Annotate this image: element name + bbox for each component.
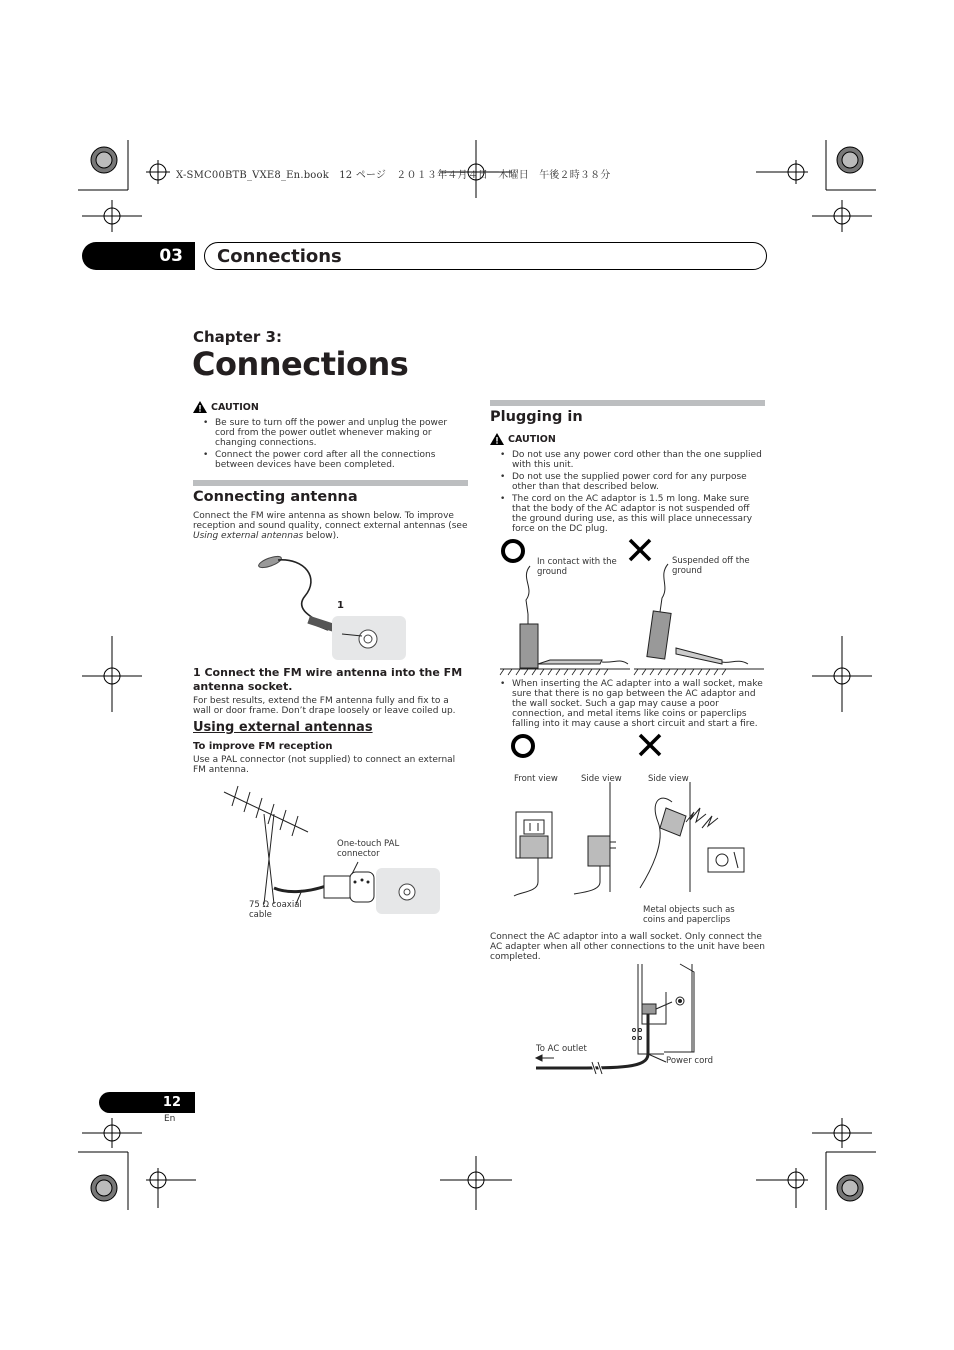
power-cord-label: Power cord <box>666 1056 714 1066</box>
in-contact-label: In contact with the ground <box>537 557 617 577</box>
chapter-number-tab: 03 <box>82 242 195 270</box>
wall-socket-figure <box>490 732 765 902</box>
front-view-label: Front view <box>514 774 558 784</box>
suspended-label: Suspended off the ground <box>672 556 750 576</box>
external-antennas-heading: Using external antennas <box>193 720 373 735</box>
caution-title: CAUTION <box>508 433 556 445</box>
left-caution-block <box>193 401 468 472</box>
page-number-tab: 12 <box>99 1092 195 1113</box>
figure-callout-number: 1 <box>337 600 344 611</box>
antenna-step-note: For best results, extend the FM antenna fully and fix to a wall or door frame. Don’t drape loosely or leave coiled up. <box>193 696 456 716</box>
page-language: En <box>164 1114 176 1124</box>
fm-reception-heading: To improve FM reception <box>193 741 333 752</box>
connecting-antenna-heading: Connecting antenna <box>193 489 358 505</box>
coaxial-cable-label: 75 Ω coaxial cable <box>249 900 302 920</box>
warning-triangle-icon <box>490 433 504 445</box>
plugging-caution-block <box>490 433 765 536</box>
plugging-in-heading: Plugging in <box>490 409 583 425</box>
print-header: X-SMC00BTB_VXE8_En.book 12 ページ ２０１３年４月４日 木曜日 午後２時３８分 <box>176 170 611 181</box>
section-divider <box>490 400 765 406</box>
fm-reception-text: Use a PAL connector (not supplied) to connect an external FM antenna. <box>193 755 456 775</box>
list-item: • When inserting the AC adapter into a wall socket, make sure that there is no gap between the AC adaptor and the wall socket. Such a gap may cause a poor connection, and metal items like coins or paperclips falling into it may cause a short circuit and start a fire. <box>490 679 765 729</box>
list-item: • Do not use the supplied power cord for any purpose other than that described below. <box>490 472 765 492</box>
wall-socket-note <box>490 679 765 731</box>
chapter-header-title: Connections <box>204 242 767 270</box>
chapter-label: Chapter 3: <box>193 328 282 346</box>
ac-outlet-label: To AC outlet <box>536 1044 587 1054</box>
section-divider <box>193 480 468 486</box>
caution-list <box>490 450 765 534</box>
list-item: • Be sure to turn off the power and unplug the power cord from the power outlet whenever making or changing connections. <box>193 418 468 448</box>
list-item: • Connect the power cord after all the connections between devices have been completed. <box>193 450 468 470</box>
pal-connector-label: One-touch PAL connector <box>337 839 400 859</box>
list-item: • Do not use any power cord other than the one supplied with this unit. <box>490 450 765 470</box>
list-item: • The cord on the AC adaptor is 1.5 m long. Make sure that the body of the AC adaptor is not suspended off the ground during use, as this will place unnecessary force on the DC plug. <box>490 494 765 534</box>
metal-objects-label: Metal objects such as coins and paperclips <box>643 905 735 925</box>
caution-heading <box>490 433 765 445</box>
page-title: Connections <box>192 345 409 383</box>
side-view-label-2: Side view <box>648 774 689 784</box>
caution-list <box>193 418 468 470</box>
power-cord-figure <box>530 964 770 1074</box>
warning-triangle-icon <box>193 401 207 413</box>
antenna-intro: Connect the FM wire antenna as shown below. To improve reception and sound quality, connect external antennas (see Using external antennas below). <box>193 511 468 541</box>
caution-title: CAUTION <box>211 401 259 413</box>
side-view-label-1: Side view <box>581 774 622 784</box>
caution-heading <box>193 401 468 413</box>
antenna-step: 1 Connect the FM wire antenna into the FM antenna socket. <box>193 666 463 693</box>
connect-adaptor-text: Connect the AC adaptor into a wall socket. Only connect the AC adapter when all other connections to the unit have been completed. <box>490 932 766 962</box>
